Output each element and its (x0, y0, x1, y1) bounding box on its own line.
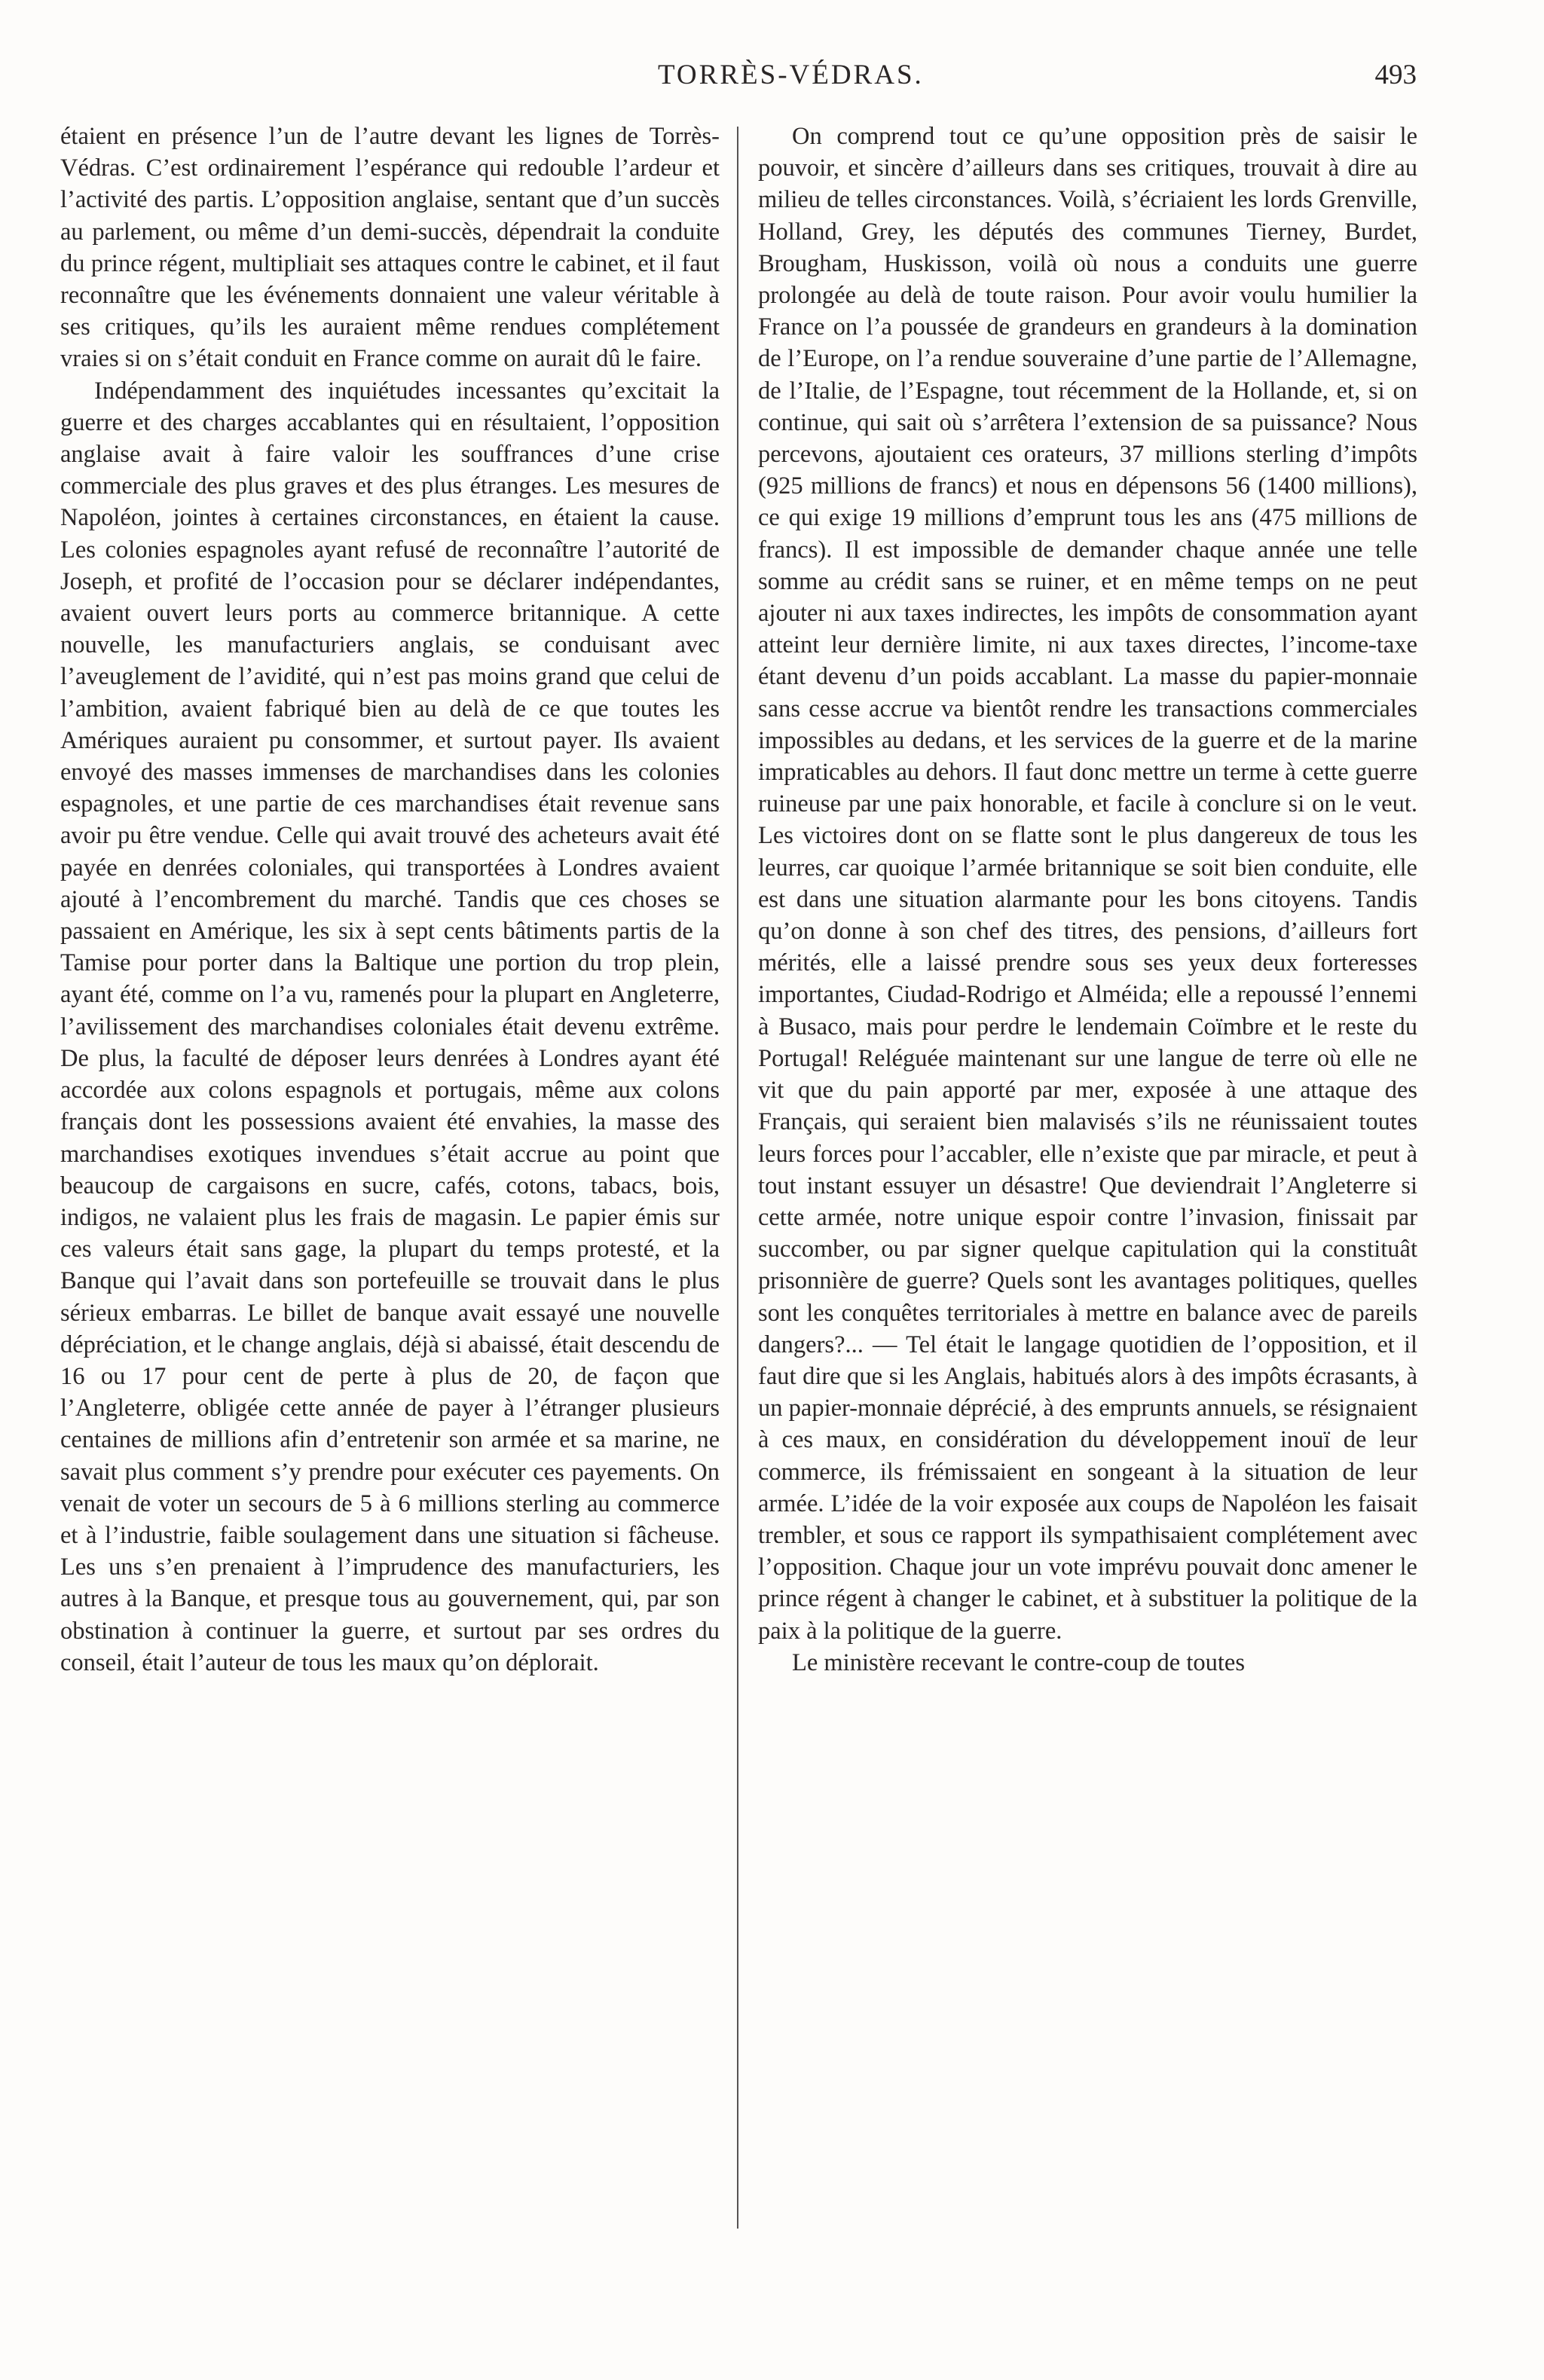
page-number: 493 (1374, 60, 1417, 90)
paragraph: étaient en présence l’un de l’autre devant les lignes de Torrès-Védras. C’est ordinairement l’espérance qui redouble l’ardeur et l’activité des partis. L’opposition anglaise, sentant que d’un succès au parlement, ou même d’un demi-succès, dépendrait la conduite du prince régent, multipliait ses attaques contre le cabinet, et il faut reconnaître que les événements donnaient une valeur véritable à ses critiques, qu’ils les auraient même rendues complétement vraies si on s’était conduit en France comme on aurait dû le faire. (60, 123, 720, 373)
paragraph: On comprend tout ce qu’une opposition près de saisir le pouvoir, et sincère d’ailleurs dans ses critiques, trouvait à dire au milieu de telles circonstances. Voilà, s’écriaient les lords Grenville, Holland, Grey, les députés des communes Tierney, Burdet, Brougham, Huskisson, voilà où nous a conduits une guerre prolongée au delà de toute raison. Pour avoir voulu humilier la France on l’a poussée de grandeurs en grandeurs à la domination de l’Europe, on l’a rendue souveraine d’une partie de l’Allemagne, de l’Italie, de l’Espagne, tout récemment de la Hollande, et, si on continue, qui sait où s’arrêtera l’extension de sa puissance? Nous percevons, ajoutaient ces orateurs, 37 millions sterling d’impôts (925 millions de francs) et nous en dépensons 56 (1400 millions), ce qui exige 19 millions d’emprunt tous les ans (475 millions de francs). Il est impossible de demander chaque année une telle somme au crédit sans se ruiner, et en même temps on ne peut ajouter ni aux taxes indirectes, les impôts de consommation ayant atteint leur dernière limite, ni aux taxes directes, l’income-taxe étant devenu d’un poids accablant. La masse du papier-monnaie sans cesse accrue va bientôt rendre les transactions commerciales impossibles au dedans, et les services de la guerre et de la marine impraticables au dehors. Il faut donc mettre un terme à cette guerre ruineuse par une paix honorable, et facile à conclure si on le veut. Les victoires dont on se flatte sont le plus dangereux de tous les leurres, car quoique l’armée britannique se soit bien conduite, elle est dans une situation alarmante pour les bons citoyens. Tandis qu’on donne à son chef des titres, des pensions, d’ailleurs fort mérités, elle a laissé prendre sous ses yeux deux forteresses importantes, Ciudad-Rodrigo et Alméida; elle a repoussé l’ennemi à Busaco, mais pour perdre le lendemain Coïmbre et le reste du Portugal! Reléguée maintenant sur une langue de terre où elle ne vit que du pain apporté par mer, exposée à une attaque des Français, qui seraient bien malavisés s’ils ne réunissaient toutes leurs forces pour l’accabler, elle n’existe que par miracle, et peut à tout instant essuyer un désastre! Que deviendrait l’Angleterre si cette armée, notre unique espoir contre l’invasion, finissait par succomber, ou par signer quelque capitulation qui la constituât prisonnière de guerre? Quels sont les avantages politiques, quelles sont les conquêtes territoriales à mettre en balance avec de pareils dangers?... — Tel était le langage quotidien de l’opposition, et il faut dire que si les Anglais, habitués alors à des impôts écrasants, à un papier-monnaie déprécié, à des emprunts annuels, se résignaient à ces maux, en considération du développement inouï de leur commerce, ils frémissaient en songeant à la situation de leur armée. L’idée de la voir exposée aux coups de Napoléon les faisait trembler, et sous ce rapport ils sympathisaient complétement avec l’opposition. Chaque jour un vote imprévu pouvait donc amener le prince régent à changer le cabinet, et à substituer la politique de la paix à la politique de la guerre. (758, 123, 1417, 1645)
column-divider (737, 127, 738, 2229)
left-column (60, 121, 720, 1679)
paragraph: Indépendamment des inquiétudes incessantes qu’excitait la guerre et des charges accablantes qui en résultaient, l’opposition anglaise avait à faire valoir les souffrances d’une crise commerciale des plus graves et des plus étranges. Les mesures de Napoléon, jointes à certaines circonstances, en étaient la cause. Les colonies espagnoles ayant refusé de reconnaître l’autorité de Joseph, et profité de l’occasion pour se déclarer indépendantes, avaient ouvert leurs ports au commerce britannique. A cette nouvelle, les manufacturiers anglais, se conduisant avec l’aveuglement de l’avidité, qui n’est pas moins grand que celui de l’ambition, avaient fabriqué bien au delà de ce que toutes les Amériques auraient pu consommer, et surtout payer. Ils avaient envoyé des masses immenses de marchandises dans les colonies espagnoles, et une partie de ces marchandises était revenue sans avoir pu être vendue. Celle qui avait trouvé des acheteurs avait été payée en denrées coloniales, qui transportées à Londres avaient ajouté à l’encombrement du marché. Tandis que ces choses se passaient en Amérique, les six à sept cents bâtiments partis de la Tamise pour porter dans la Baltique une portion du trop plein, ayant été, comme on l’a vu, ramenés pour la plupart en Angleterre, l’avilissement des marchandises coloniales était devenu extrême. De plus, la faculté de déposer leurs denrées à Londres ayant été accordée aux colons espagnols et portugais, même aux colons français dont les possessions avaient été envahies, la masse des marchandises exotiques invendues s’était accrue au point que beaucoup de cargaisons en sucre, cafés, cotons, tabacs, bois, indigos, ne valaient plus les frais de magasin. Le papier émis sur ces valeurs était sans gage, la plupart du temps protesté, et la Banque qui l’avait dans son portefeuille se trouvait dans le plus sérieux embarras. Le billet de banque avait essayé une nouvelle dépréciation, et le change anglais, déjà si abaissé, était descendu de 16 ou 17 pour cent de perte à plus de 20, de façon que l’Angleterre, obligée cette année de payer à l’étranger plusieurs centaines de millions afin d’entretenir son armée et sa marine, ne savait plus comment s’y prendre pour exécuter ces payements. On venait de voter un secours de 5 à 6 millions sterling au commerce et à l’industrie, faible soulagement dans une situation si fâcheuse. Les uns s’en prenaient à l’imprudence des manufacturiers, les autres à la Banque, et presque tous au gouvernement, qui, par son obstination à continuer la guerre, et surtout par ses ordres du conseil, était l’auteur de tous les maux qu’on déplorait. (60, 377, 720, 1676)
page-header (60, 59, 1417, 104)
running-title: TORRÈS-VÉDRAS. (658, 60, 924, 90)
paragraph: Le ministère recevant le contre-coup de toutes (792, 1648, 1245, 1676)
right-column (758, 121, 1417, 1679)
